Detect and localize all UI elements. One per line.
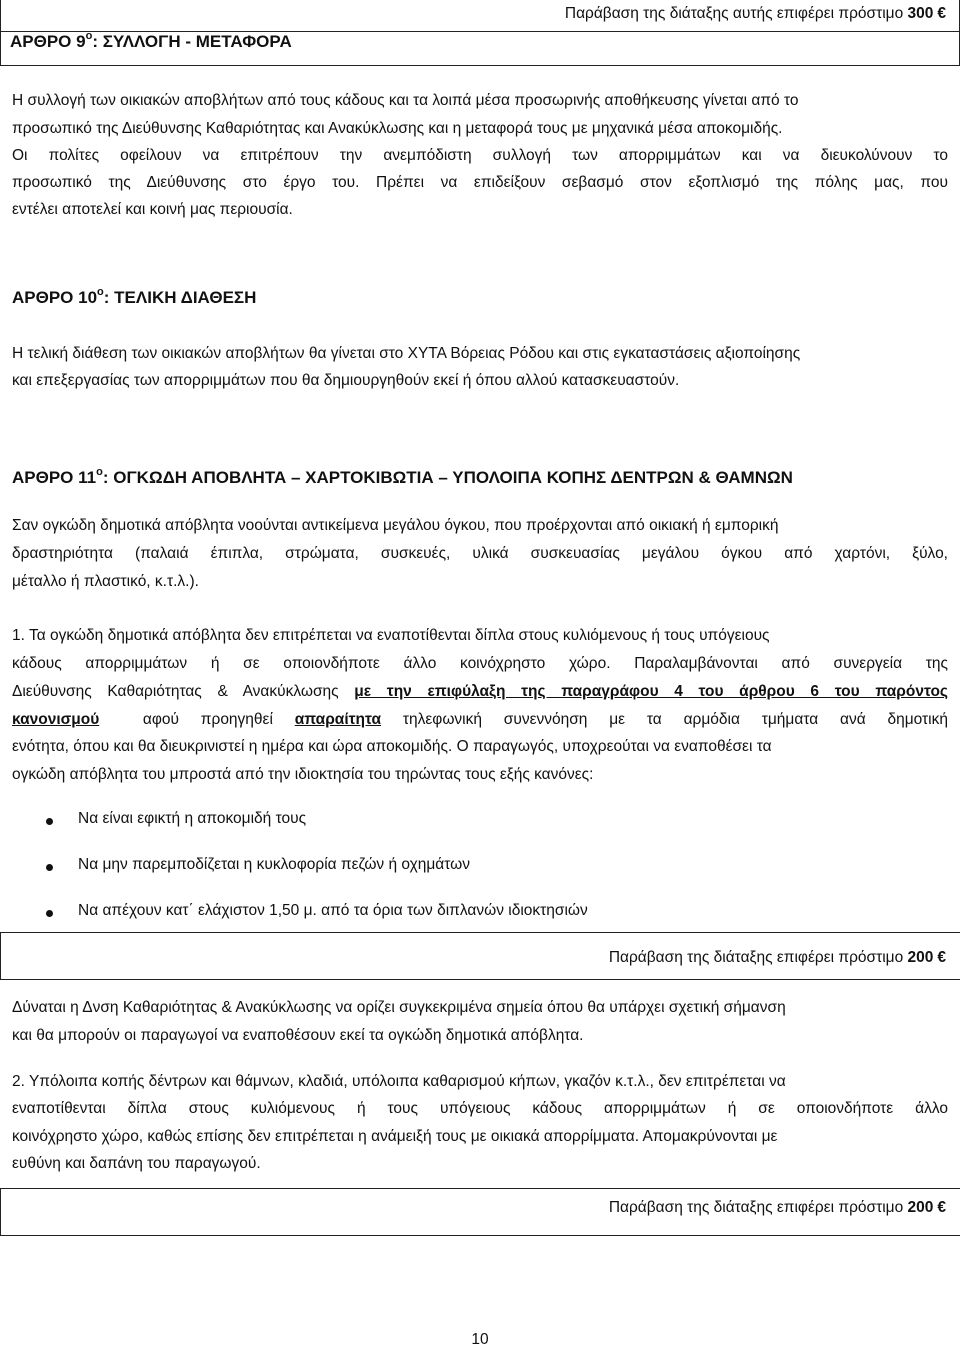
p1-line: Διεύθυνσης Καθαριότητας & Ανακύκλωσης με την επιφύλαξη της παραγράφου 4 του άρθρου 6 του παρόντος	[12, 683, 948, 700]
after-penalty-line: και θα μπορούν οι παραγωγοί να εναποθέσουν εκεί τα ογκώδη δημοτικά απόβλητα.	[12, 1027, 584, 1044]
bullet-icon	[46, 910, 53, 917]
p1-line: κάδους απορριμμάτων ή σε οποιονδήποτε άλλο κοινόχρηστο χώρο. Παραλαμβάνονται από συνεργεία της	[12, 655, 948, 672]
p1-line: ενότητα, όπου και θα διευκρινιστεί η ημέρα και ώρα αποκομιδής. Ο παραγωγός, υποχρεούται να εναποθέσει τα	[12, 738, 772, 755]
p2-line: 2. Υπόλοιπα κοπής δέντρων και θάμνων, κλαδιά, υπόλοιπα καθαρισμού κήπων, γκαζόν κ.τ.λ., δεν επιτρέπεται να	[12, 1073, 786, 1090]
p1-line: ογκώδη απόβλητα του μπροστά από την ιδιοκτησία του τηρώντας τους εξής κανόνες:	[12, 766, 594, 783]
article9-line: Η συλλογή των οικιακών αποβλήτων από τους κάδους και τα λοιπά μέσα προσωρινής αποθήκευσης γίνεται από το	[12, 92, 799, 109]
p2-line: ευθύνη και δαπάνη του παραγωγού.	[12, 1155, 261, 1172]
article9-penalty: Παράβαση της διάταξης αυτής επιφέρει πρόστιμο 300 €	[564, 5, 946, 22]
page-number: 10	[471, 1331, 489, 1348]
p2-line: εναποτίθενται δίπλα στους κυλιόμενους ή τους υπόγειους κάδους απορριμμάτων ή σε οποιονδήποτε άλλο	[12, 1100, 948, 1117]
article10-line: Η τελική διάθεση των οικιακών αποβλήτων θα γίνεται στο ΧΥΤΑ Βόρειας Ρόδου και στις εγκαταστάσεις αξιοποίησης	[12, 345, 801, 362]
article11-heading: ΑΡΘΡΟ $11^o$: ΟΓΚΩΔΗ ΑΠΟΒΛΗΤΑ – ΧΑΡΤΟΚΙΒΩΤΙΑ – ΥΠΟΛΟΙΠΑ ΚΟΠΗΣ ΔΕΝΤΡΩΝ & ΘΑΜΝΩΝ	[12, 466, 793, 487]
article11-intro-line: δραστηριότητα (παλαιά έπιπλα, στρώματα, συσκευές, υλικά συσκευασίας μεγάλου όγκου από χαρτόνι, ξύλο,	[12, 545, 948, 562]
p1-underlined-regulation: κανονισμού	[12, 711, 100, 728]
penalty-2-text: Παράβαση της διάταξης επιφέρει πρόστιμο 200 €	[608, 1199, 946, 1216]
article9-line: εντέλει αποτελεί και κοινή μας περιουσία.	[12, 201, 293, 218]
article9-line: προσωπικό της Διεύθυνσης στο έργο του. Πρέπει να επιδείξουν σεβασμό στον εξοπλισμό της πόλης μας, που	[12, 174, 948, 191]
article9-heading: ΑΡΘΡΟ $9^o$: ΣΥΛΛΟΓΗ - ΜΕΤΑΦΟΡΑ	[10, 30, 292, 51]
penalty-1-text: Παράβαση της διάταξης επιφέρει πρόστιμο 200 €	[608, 949, 946, 966]
p1-underlined-reference: με την επιφύλαξη της παραγράφου 4 του άρθρου 6 του παρόντος	[354, 683, 948, 700]
article9-line: προσωπικό της Διεύθυνσης Καθαριότητας και Ανακύκλωσης και η μεταφορά τους με μηχανικά μέσα αποκομιδής.	[12, 120, 783, 137]
bullet-icon	[46, 818, 53, 825]
bullet-icon	[46, 864, 53, 871]
article9-line: Οι πολίτες οφείλουν να επιτρέπουν την ανεμπόδιστη συλλογή των απορριμμάτων και να διευκολύνουν το	[12, 147, 948, 164]
p1-line: κανονισμού αφού προηγηθεί απαραίτητα τηλεφωνική συνεννόηση με τα αρμόδια τμήματα ανά δημοτική	[12, 711, 948, 728]
after-penalty-line: Δύναται η Δνση Καθαριότητας & Ανακύκλωσης να ορίζει συγκεκριμένα σημεία όπου θα υπάρχει σχετική σήμανση	[12, 999, 786, 1016]
article10-line: και επεξεργασίας των απορριμμάτων που θα δημιουργηθούν εκεί ή όπου αλλού κατασκευαστούν.	[12, 372, 680, 389]
p1-line: 1. Τα ογκώδη δημοτικά απόβλητα δεν επιτρέπεται να εναποτίθενται δίπλα στους κυλιόμενους ή τους υπόγειους	[12, 627, 770, 644]
article10-heading: ΑΡΘΡΟ $10^o$: ΤΕΛΙΚΗ ΔΙΑΘΕΣΗ	[12, 286, 257, 307]
p2-line: κοινόχρηστο χώρο, καθώς επίσης δεν επιτρέπεται η ανάμειξή τους με οικιακά απορρίμματα. Απομακρύνονται με	[12, 1128, 778, 1145]
p1-underlined-necessarily: απαραίτητα	[294, 711, 382, 728]
article11-intro-line: Σαν ογκώδη δημοτικά απόβλητα νοούνται αντικείμενα μεγάλου όγκου, που προέρχονται από οικιακή ή εμπορική	[12, 517, 779, 534]
article11-intro-line: μέταλλο ή πλαστικό, κ.τ.λ.).	[12, 573, 199, 590]
